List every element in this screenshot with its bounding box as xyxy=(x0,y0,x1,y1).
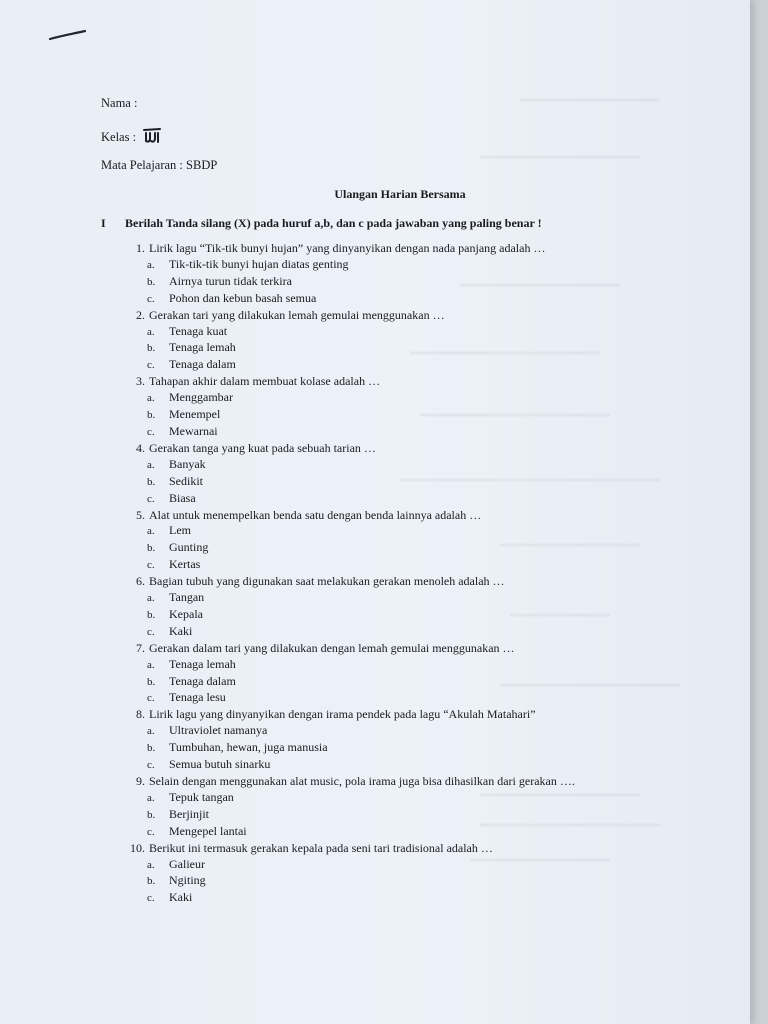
answer-option xyxy=(118,590,678,607)
question-number: 8. xyxy=(136,707,145,722)
mata-pelajaran-label: Mata Pelajaran : SBDP xyxy=(101,158,218,172)
answer-option xyxy=(118,873,678,890)
answer-option xyxy=(118,274,678,291)
option-letter: c. xyxy=(147,292,155,305)
nama-label: Nama : xyxy=(101,96,138,110)
section-number: I xyxy=(101,216,106,230)
kelas-label: Kelas : xyxy=(101,130,137,144)
option-text: Tenaga lemah xyxy=(169,340,236,355)
option-letter: c. xyxy=(147,625,155,638)
option-letter: a. xyxy=(147,725,155,738)
option-letter: b. xyxy=(147,542,156,555)
option-text: Kaki xyxy=(169,890,193,905)
answer-option xyxy=(118,491,678,508)
option-text: Semua butuh sinarku xyxy=(169,757,271,772)
option-text: Pohon dan kebun basah semua xyxy=(169,290,317,305)
answer-option xyxy=(118,557,678,574)
answer-option xyxy=(118,890,678,907)
answer-option xyxy=(118,757,678,774)
answer-option xyxy=(118,407,678,424)
question-item xyxy=(118,508,678,524)
kelas-handwritten-mark xyxy=(142,127,162,145)
option-letter: b. xyxy=(147,342,156,355)
answer-option xyxy=(118,657,678,674)
question-text: Gerakan tanga yang kuat pada sebuah tarian … xyxy=(149,440,376,455)
option-text: Tenaga lesu xyxy=(169,690,226,705)
answer-option xyxy=(118,624,678,641)
option-text: Gunting xyxy=(169,540,209,555)
option-letter: a. xyxy=(147,658,155,671)
exam-title: Ulangan Harian Bersama xyxy=(334,187,466,201)
answer-option xyxy=(118,607,678,624)
option-letter: c. xyxy=(147,759,155,772)
question-text: Alat untuk menempelkan benda satu dengan benda lainnya adalah … xyxy=(149,507,482,522)
option-letter: c. xyxy=(147,892,155,905)
option-letter: a. xyxy=(147,258,155,271)
option-text: Tenaga lemah xyxy=(169,656,236,671)
option-text: Banyak xyxy=(169,456,206,471)
question-item xyxy=(118,707,678,723)
question-item xyxy=(118,774,678,790)
option-text: Berjinjit xyxy=(169,806,209,821)
question-text: Lirik lagu “Tik-tik bunyi hujan” yang dinyanyikan dengan nada panjang adalah … xyxy=(149,241,546,255)
answer-option xyxy=(118,357,678,374)
question-item xyxy=(118,574,678,590)
option-text: Menggambar xyxy=(169,390,233,405)
question-text: Gerakan dalam tari yang dilakukan dengan lemah gemulai menggunakan … xyxy=(149,640,515,655)
question-number: 1. xyxy=(136,241,145,255)
option-letter: c. xyxy=(147,359,155,372)
option-text: Tik-tik-tik bunyi hujan diatas genting xyxy=(169,256,349,271)
answer-option xyxy=(118,824,678,841)
answer-option xyxy=(118,291,678,308)
answer-option xyxy=(118,340,678,357)
option-letter: b. xyxy=(147,808,156,821)
option-text: Tenaga kuat xyxy=(169,323,228,338)
option-text: Menempel xyxy=(169,407,221,422)
option-letter: a. xyxy=(147,458,155,471)
option-letter: b. xyxy=(147,475,156,488)
option-letter: c. xyxy=(147,825,155,838)
question-text: Lirik lagu yang dinyanyikan dengan irama pendek pada lagu “Akulah Matahari” xyxy=(149,707,536,722)
question-number: 4. xyxy=(136,440,145,455)
question-number: 7. xyxy=(136,640,145,655)
option-letter: b. xyxy=(147,275,156,288)
question-item xyxy=(118,441,678,457)
answer-option xyxy=(118,540,678,557)
question-item xyxy=(118,641,678,657)
option-letter: a. xyxy=(147,392,155,405)
option-letter: a. xyxy=(147,525,155,538)
answer-option xyxy=(118,723,678,740)
pen-mark xyxy=(48,28,88,42)
option-letter: c. xyxy=(147,559,155,572)
option-text: Biasa xyxy=(169,490,196,505)
question-number: 3. xyxy=(136,374,145,389)
answer-option xyxy=(118,457,678,474)
answer-option xyxy=(118,790,678,807)
option-text: Kertas xyxy=(169,557,201,572)
question-text: Bagian tubuh yang digunakan saat melakukan gerakan menoleh adalah … xyxy=(149,574,505,589)
option-text: Airnya turun tidak terkira xyxy=(169,273,292,288)
question-number: 5. xyxy=(136,507,145,522)
question-number: 2. xyxy=(136,307,145,322)
question-list xyxy=(118,241,678,907)
question-item xyxy=(118,241,678,257)
option-letter: a. xyxy=(147,791,155,804)
question-text: Berikut ini termasuk gerakan kepala pada seni tari tradisional adalah … xyxy=(149,840,493,855)
option-letter: b. xyxy=(147,608,156,621)
answer-option xyxy=(118,807,678,824)
option-letter: c. xyxy=(147,692,155,705)
question-item xyxy=(118,374,678,390)
option-letter: c. xyxy=(147,425,155,438)
question-number: 6. xyxy=(136,574,145,589)
option-text: Sedikit xyxy=(169,473,204,488)
option-text: Mengepel lantai xyxy=(169,823,247,838)
option-text: Kaki xyxy=(169,623,193,638)
question-text: Gerakan tari yang dilakukan lemah gemulai menggunakan … xyxy=(149,307,445,322)
answer-option xyxy=(118,324,678,341)
answer-option xyxy=(118,523,678,540)
option-text: Ngiting xyxy=(169,873,206,888)
question-item xyxy=(118,308,678,324)
section-instruction-text: Berilah Tanda silang (X) pada huruf a,b, dan c pada jawaban yang paling benar ! xyxy=(125,216,542,230)
answer-option xyxy=(118,257,678,274)
option-text: Kepala xyxy=(169,606,203,621)
option-text: Mewarnai xyxy=(169,423,218,438)
answer-option xyxy=(118,390,678,407)
section-instruction xyxy=(101,216,542,231)
option-letter: c. xyxy=(147,492,155,505)
question-item xyxy=(118,841,678,857)
option-letter: b. xyxy=(147,409,156,422)
question-number: 9. xyxy=(136,774,145,788)
answer-option xyxy=(118,674,678,691)
option-letter: b. xyxy=(147,675,156,688)
option-letter: a. xyxy=(147,592,155,605)
question-text: Tahapan akhir dalam membuat kolase adalah … xyxy=(149,374,381,389)
option-letter: a. xyxy=(147,858,155,871)
option-text: Tepuk tangan xyxy=(169,789,234,804)
option-text: Tumbuhan, hewan, juga manusia xyxy=(169,740,328,755)
answer-option xyxy=(118,474,678,491)
option-text: Tangan xyxy=(169,590,205,605)
answer-option xyxy=(118,857,678,874)
question-text: Selain dengan menggunakan alat music, pola irama juga bisa dihasilkan dari gerakan …. xyxy=(149,774,575,788)
option-text: Tenaga dalam xyxy=(169,357,236,372)
answer-option xyxy=(118,690,678,707)
answer-option xyxy=(118,740,678,757)
option-text: Lem xyxy=(169,523,191,538)
kelas-line xyxy=(101,127,162,145)
option-text: Ultraviolet namanya xyxy=(169,723,268,738)
option-text: Tenaga dalam xyxy=(169,673,236,688)
option-letter: a. xyxy=(147,325,155,338)
option-letter: b. xyxy=(147,742,156,755)
option-text: Galieur xyxy=(169,856,205,871)
option-letter: b. xyxy=(147,875,156,888)
answer-option xyxy=(118,424,678,441)
question-number: 10. xyxy=(130,840,145,855)
